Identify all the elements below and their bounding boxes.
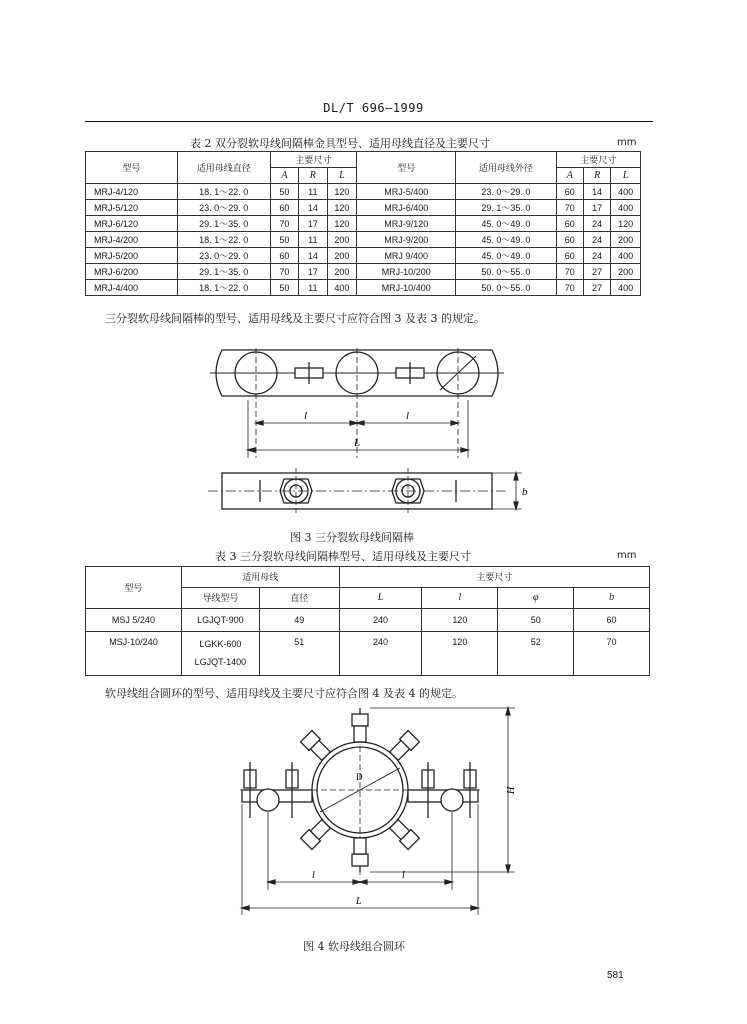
table2-cell: 120 [327, 200, 357, 216]
table2-header-l-left: L [327, 168, 357, 184]
table2-cell: 60 [556, 216, 583, 232]
table2-cell: 120 [327, 216, 357, 232]
table2-cell: MRJ-9/200 [357, 232, 456, 248]
table3-header-model: 型号 [86, 567, 182, 609]
table2-header-l-right: L [611, 168, 641, 184]
table3-cell: 49 [259, 609, 339, 632]
table2-cell: 70 [556, 264, 583, 280]
figure4-caption: 图 4 软母线组合圆环 [303, 940, 405, 953]
table2-cell: 23. 0～29. 0 [177, 200, 270, 216]
table3-conductor-line2: LGJQT-1400 [194, 657, 247, 667]
table2-cell: MRJ-9/120 [357, 216, 456, 232]
figure3-label-l-left: l [304, 410, 308, 422]
figure4-label-l-left: l [312, 870, 315, 881]
table3-cell: 70 [574, 632, 650, 676]
table2-cell: MRJ-4/120 [86, 184, 178, 200]
table2-header-model-right: 型号 [357, 152, 456, 184]
paragraph-figure4-intro: 软母线组合圆环的型号、适用母线及主要尺寸应符合图 4 及表 4 的规定。 [105, 687, 463, 700]
table3-header-dims: 主要尺寸 [339, 567, 649, 588]
table2-cell: MRJ-6/120 [86, 216, 178, 232]
table2-header-dims-right: 主要尺寸 [556, 152, 640, 168]
table2-header-model-left: 型号 [86, 152, 178, 184]
table2-cell: 120 [327, 184, 357, 200]
table2-cell: 60 [270, 200, 298, 216]
table2-cell: MRJ-5/400 [357, 184, 456, 200]
table2-cell: 17 [299, 264, 327, 280]
table3-cell: 120 [422, 609, 498, 632]
table3-header-busbar: 适用母线 [181, 567, 339, 588]
table-row [86, 280, 641, 296]
figure3-caption: 图 3 三分裂软母线间隔棒 [290, 531, 414, 544]
table2-cell: MRJ 9/400 [357, 248, 456, 264]
table3-cell: 50 [498, 609, 574, 632]
table2-cell: 14 [299, 200, 327, 216]
table3-cell [181, 632, 259, 676]
table2-cell: 400 [611, 248, 641, 264]
figure4-label-l-right: l [402, 870, 405, 881]
table2-cell: 60 [556, 184, 583, 200]
figure3-label-b: b [522, 486, 528, 498]
table2-cell: 11 [299, 280, 327, 296]
table3-cell: 240 [339, 632, 422, 676]
table3-header-conductor: 导线型号 [181, 588, 259, 609]
table-row [86, 200, 641, 216]
table3-cell: MSJ 5/240 [86, 609, 182, 632]
table2-cell: 11 [299, 184, 327, 200]
table-row [86, 264, 641, 280]
table2-cell: 200 [327, 248, 357, 264]
table2-cell: 14 [299, 248, 327, 264]
table2-cell: 400 [611, 200, 641, 216]
table3-header-diameter: 直径 [259, 588, 339, 609]
table2-cell: 200 [611, 264, 641, 280]
page-number: 581 [607, 970, 624, 981]
figure3-label-L: L [354, 437, 361, 449]
table2-cell: 14 [583, 184, 610, 200]
table2-cell: 18. 1～22. 0 [177, 184, 270, 200]
table2-cell: MRJ-4/400 [86, 280, 178, 296]
table-row [86, 232, 641, 248]
table2-cell: 70 [556, 280, 583, 296]
table-row [86, 609, 650, 632]
table3-cell: 52 [498, 632, 574, 676]
table2-header-a-left: A [270, 168, 298, 184]
figure4-label-L: L [356, 896, 362, 907]
table2-cell: 24 [583, 248, 610, 264]
table3-header-l: l [422, 588, 498, 609]
paragraph-figure3-intro: 三分裂软母线间隔棒的型号、适用母线及主要尺寸应符合图 3 及表 3 的规定。 [105, 312, 485, 325]
table3-unit: mm [617, 550, 637, 561]
table2-cell: 27 [583, 280, 610, 296]
table2-header-dims-left: 主要尺寸 [270, 152, 357, 168]
table-row [86, 184, 641, 200]
table2-cell: 18. 1～22. 0 [177, 232, 270, 248]
table2-cell: 23. 0～29. 0 [456, 184, 556, 200]
table2-cell: 45. 0～49. 0 [456, 216, 556, 232]
table2-cell: 50. 0～55. 0 [456, 280, 556, 296]
figure4-label-H: H [506, 786, 517, 794]
table2-cell: 17 [583, 200, 610, 216]
table-row [86, 248, 641, 264]
table3-header-phi: φ [498, 588, 574, 609]
table2-cell: 27 [583, 264, 610, 280]
table2-cell: 70 [270, 264, 298, 280]
table2-cell: 200 [327, 264, 357, 280]
table2-cell: 50 [270, 280, 298, 296]
table2-cell: 200 [611, 232, 641, 248]
table2-cell: 11 [299, 232, 327, 248]
table2-cell: 400 [611, 184, 641, 200]
header-rule [85, 121, 653, 122]
table2 [85, 151, 641, 296]
table2-cell: 29. 1～35. 0 [177, 264, 270, 280]
table2-cell: 17 [299, 216, 327, 232]
table2-header-r-right: R [583, 168, 610, 184]
table2-header-diameter-left: 适用母线直径 [177, 152, 270, 184]
table2-cell: 23. 0～29. 0 [177, 248, 270, 264]
table3-cell: 51 [259, 632, 339, 676]
table2-cell: MRJ-4/200 [86, 232, 178, 248]
table3-conductor-line1: LGKK-600 [199, 639, 242, 649]
table2-cell: 50 [270, 232, 298, 248]
table2-cell: 60 [556, 248, 583, 264]
table2-cell: MRJ-6/200 [86, 264, 178, 280]
table3-cell: MSJ-10/240 [86, 632, 182, 676]
table2-cell: MRJ-6/400 [357, 200, 456, 216]
table2-cell: 400 [327, 280, 357, 296]
table-row [86, 216, 641, 232]
table2-cell: 200 [327, 232, 357, 248]
table3-header-b: b [574, 588, 650, 609]
table2-cell: 120 [611, 216, 641, 232]
table2-header-a-right: A [556, 168, 583, 184]
table3-header-L: L [339, 588, 422, 609]
table2-cell: 29. 1～35. 0 [177, 216, 270, 232]
table2-cell: 45. 0～49. 0 [456, 232, 556, 248]
standard-code-header: DL/T 696—1999 [323, 101, 424, 115]
figure3-drawing [200, 328, 540, 538]
figure4-label-D: D [356, 772, 363, 782]
table2-cell: 24 [583, 216, 610, 232]
table2-cell: 24 [583, 232, 610, 248]
table3-cell: 240 [339, 609, 422, 632]
table3-cell: 60 [574, 609, 650, 632]
table2-cell: 50. 0～55. 0 [456, 264, 556, 280]
table2-header-diameter-right: 适用母线外径 [456, 152, 556, 184]
table2-header-r-left: R [299, 168, 327, 184]
table3-cell: 120 [422, 632, 498, 676]
table2-cell: 50 [270, 184, 298, 200]
table2-cell: MRJ-10/200 [357, 264, 456, 280]
table2-cell: 45. 0～49. 0 [456, 248, 556, 264]
table3-cell: LGJQT-900 [181, 609, 259, 632]
table2-cell: 60 [556, 232, 583, 248]
table2-cell: MRJ-10/400 [357, 280, 456, 296]
table3 [85, 566, 650, 676]
table2-cell: 70 [270, 216, 298, 232]
table2-cell: 70 [556, 200, 583, 216]
figure4-drawing [230, 700, 530, 930]
table2-cell: MRJ-5/200 [86, 248, 178, 264]
table2-cell: 60 [270, 248, 298, 264]
figure3-label-l-right: l [406, 410, 410, 422]
table2-cell: 18. 1～22. 0 [177, 280, 270, 296]
table2-cell: 400 [611, 280, 641, 296]
table2-caption: 表 2 双分裂软母线间隔棒金具型号、适用母线直径及主要尺寸 [190, 137, 490, 150]
table3-caption: 表 3 三分裂软母线间隔棒型号、适用母线及主要尺寸 [215, 550, 471, 563]
table2-cell: MRJ-5/120 [86, 200, 178, 216]
table2-unit: mm [617, 137, 637, 148]
table2-cell: 29. 1～35. 0 [456, 200, 556, 216]
table-row [86, 632, 650, 676]
